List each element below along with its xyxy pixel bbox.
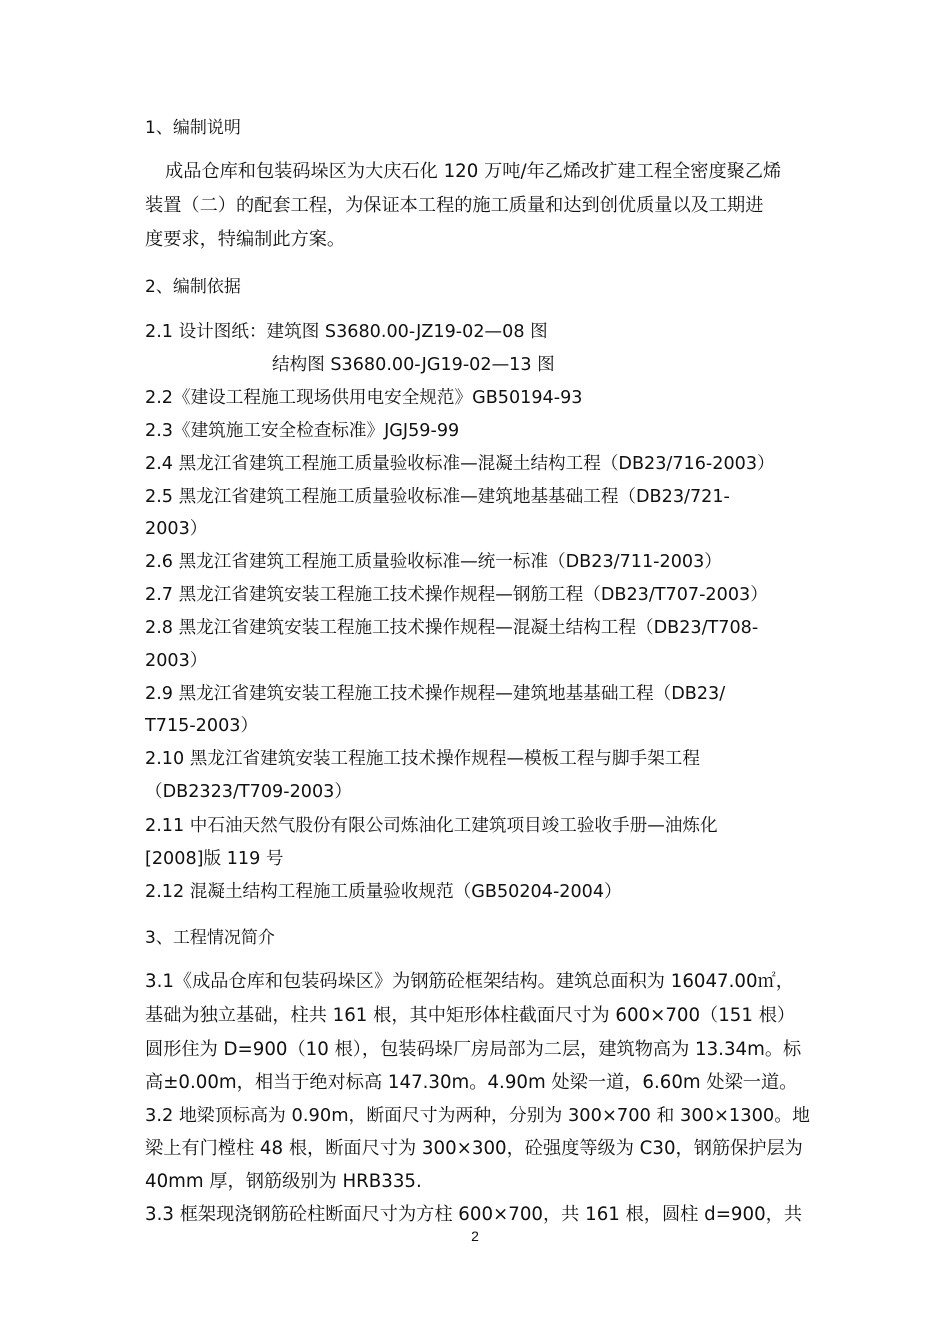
section-3-heading: 3、工程情况简介: [145, 928, 275, 948]
reference-item: 2.3《建筑施工安全检查标准》JGJ59-99: [145, 421, 460, 441]
section-3-line: 高±0.00m，相当于绝对标高 147.30m。4.90m 处梁一道，6.60m 处梁一道。: [145, 1072, 798, 1093]
reference-item-continued: 2003）: [145, 519, 208, 539]
section-1-heading: 1、编制说明: [145, 118, 241, 138]
reference-item: 2.2《建设工程施工现场供用电安全规范》GB50194-93: [145, 388, 583, 408]
reference-item: 2.11 中石油天然气股份有限公司炼油化工建筑项目竣工验收手册—油炼化: [145, 816, 718, 836]
section-3-line: 3.3 框架现浇钢筋砼柱断面尺寸为方柱 600×700，共 161 根，圆柱 d=900，共: [145, 1204, 803, 1225]
reference-item: 2.6 黑龙江省建筑工程施工质量验收标准—统一标准（DB23/711-2003）: [145, 552, 722, 572]
section-3-line: 40mm 厚，钢筋级别为 HRB335.: [145, 1171, 422, 1192]
section-1-paragraph-line: 度要求，特编制此方案。: [145, 229, 346, 250]
reference-item: 2.8 黑龙江省建筑安装工程施工技术操作规程—混凝土结构工程（DB23/T708-: [145, 618, 759, 638]
reference-item: 结构图 S3680.00-JG19-02—13 图: [272, 355, 555, 375]
reference-item: 2.5 黑龙江省建筑工程施工质量验收标准—建筑地基基础工程（DB23/721-: [145, 487, 730, 507]
reference-item-continued: [2008]版 119 号: [145, 849, 284, 869]
page-number: 2: [471, 1228, 479, 1244]
section-1-paragraph-line: 成品仓库和包装码垛区为大庆石化 120 万吨/年乙烯改扩建工程全密度聚乙烯: [165, 161, 782, 182]
section-2-heading: 2、编制依据: [145, 277, 241, 297]
reference-item: 2.9 黑龙江省建筑安装工程施工技术操作规程—建筑地基基础工程（DB23/: [145, 684, 726, 704]
section-3-line: 圆形住为 D=900（10 根），包装码垛厂房局部为二层，建筑物高为 13.34m。标: [145, 1039, 802, 1060]
section-3-line: 3.1《成品仓库和包装码垛区》为钢筋砼框架结构。建筑总面积为 16047.00㎡，: [145, 971, 794, 992]
section-3-line: 3.2 地梁顶标高为 0.90m，断面尺寸为两种，分别为 300×700 和 300×1300。地: [145, 1105, 810, 1126]
reference-item: 2.10 黑龙江省建筑安装工程施工技术操作规程—模板工程与脚手架工程: [145, 749, 700, 769]
section-1-paragraph-line: 装置（二）的配套工程，为保证本工程的施工质量和达到创优质量以及工期进: [145, 195, 764, 216]
reference-item: 2.4 黑龙江省建筑工程施工质量验收标准—混凝土结构工程（DB23/716-2003）: [145, 454, 775, 474]
reference-item-continued: T715-2003）: [145, 716, 259, 736]
section-3-line: 梁上有门樘柱 48 根，断面尺寸为 300×300，砼强度等级为 C30，钢筋保护层为: [145, 1138, 803, 1159]
reference-item: 2.1 设计图纸：建筑图 S3680.00-JZ19-02—08 图: [145, 322, 548, 342]
reference-item: 2.7 黑龙江省建筑安装工程施工技术操作规程—钢筋工程（DB23/T707-2003）: [145, 585, 768, 605]
reference-item: 2.12 混凝土结构工程施工质量验收规范（GB50204-2004）: [145, 882, 622, 902]
reference-item-continued: 2003）: [145, 651, 208, 671]
reference-item-continued: （DB2323/T709-2003）: [145, 782, 352, 802]
section-3-line: 基础为独立基础，柱共 161 根，其中矩形体柱截面尺寸为 600×700（151 根）: [145, 1005, 796, 1026]
